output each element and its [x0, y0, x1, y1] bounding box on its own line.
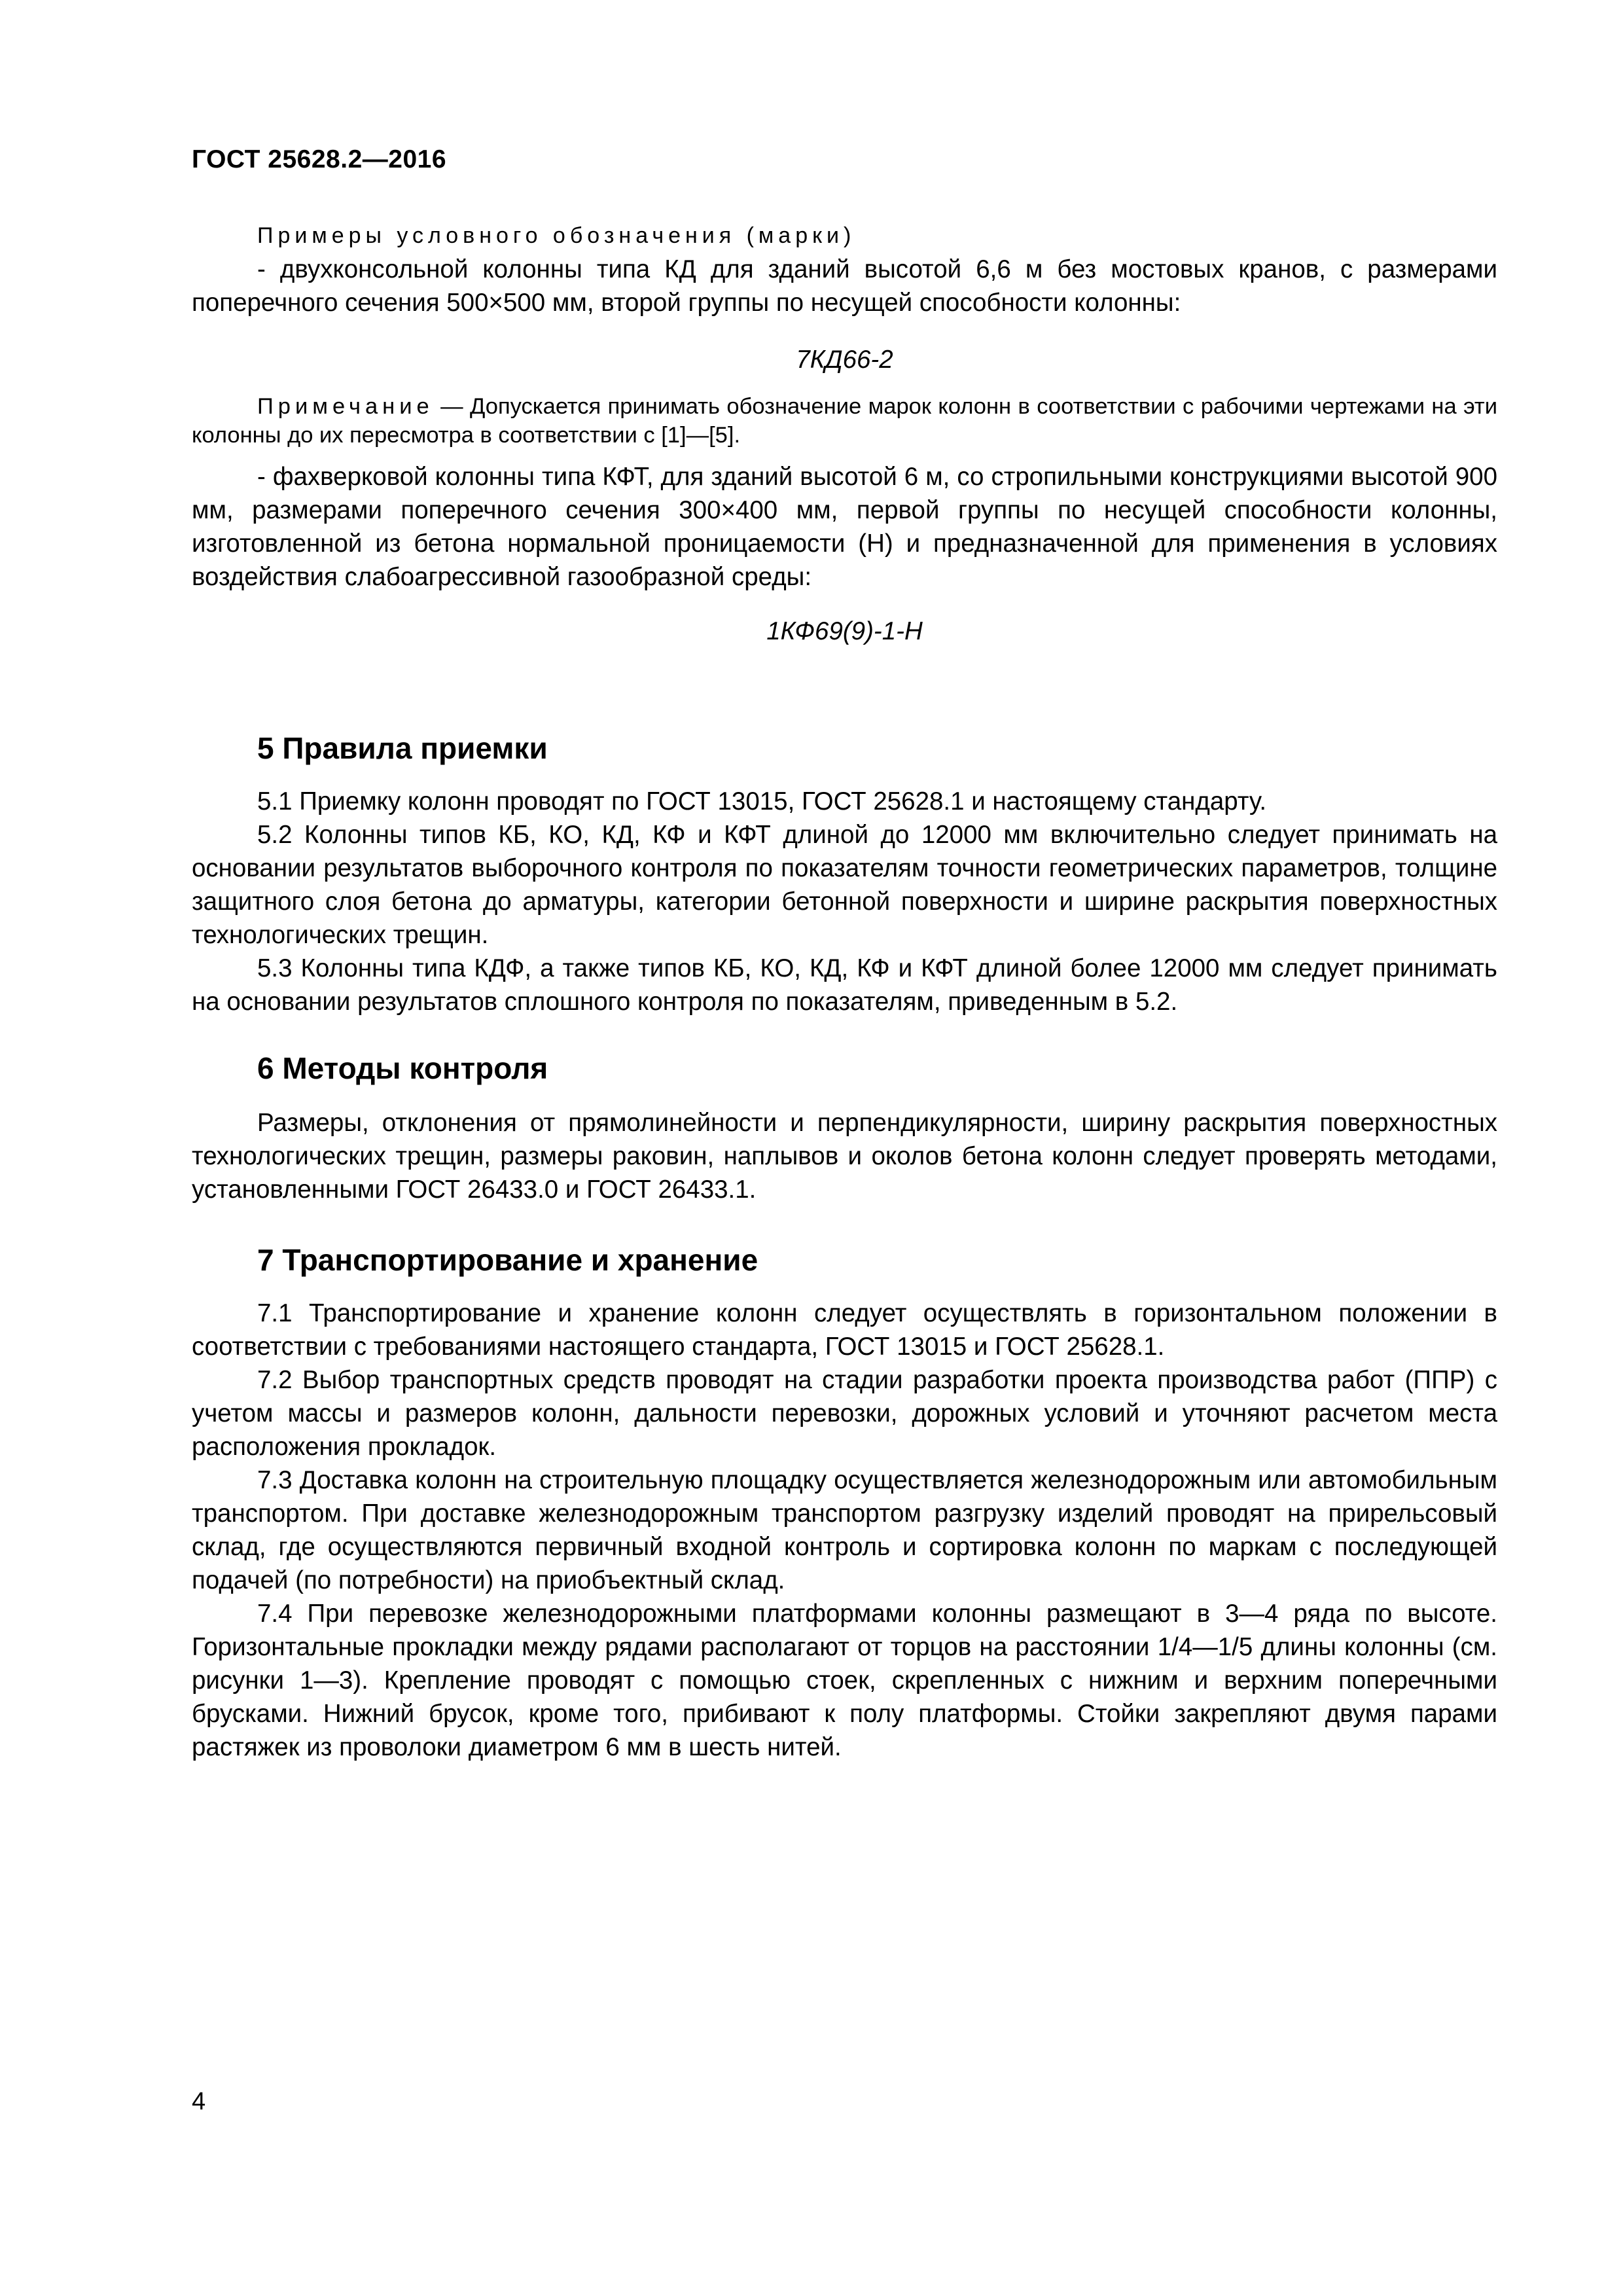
section-7-heading: 7 Транспортирование и хранение — [257, 1243, 758, 1277]
clause-5-1: 5.1 Приемку колонн проводят по ГОСТ 13015, ГОСТ 25628.1 и настоящему стандарту. — [257, 787, 1267, 816]
clause-7-4: 7.4 При перевозке железнодорожными платформами колонны размещают в 3—4 ряда по высоте. Горизонтальные прокладки между рядами располагают от торцов на расстоянии 1/4—1/5 длины колонны (см. рисунки 1—3). Крепление проводят с помощью стоек, скрепленных с нижним и верхним поперечными брусками. Нижний брусок, кроме того, прибивают к полу платформы. Стойки закрепляют двумя парами растяжек из проволоки диаметром 6 мм в шесть нитей. — [192, 1600, 1497, 1761]
document-header: ГОСТ 25628.2—2016 — [192, 145, 447, 173]
example-item-1: - двухконсольной колонны типа КД для зданий высотой 6,6 м без мостовых кранов, с размерами поперечного сечения 500×500 мм, второй группы по несущей способности колонны: — [192, 255, 1497, 317]
note-paragraph — [192, 392, 1497, 450]
document-body — [192, 219, 1497, 1764]
note-text: — Допускается принимать обозначение марок колонн в соответствии с рабочими чертежами на эти колонны до их пересмотра в соответствии с [1]—[5]. — [192, 394, 1497, 448]
clause-7-1: 7.1 Транспортирование и хранение колонн следует осуществлять в горизонтальном положении в соответствии с требованиями настоящего стандарта, ГОСТ 13015 и ГОСТ 25628.1. — [192, 1299, 1497, 1361]
page-number: 4 — [192, 2088, 206, 2115]
section-6-paragraph: Размеры, отклонения от прямолинейности и перпендикулярности, ширину раскрытия поверхностных технологических трещин, размеры раковин, наплывов и околов бетона колонн следует проверять методами, установленными ГОСТ 26433.0 и ГОСТ 26433.1. — [192, 1109, 1497, 1204]
clause-7-3: 7.3 Доставка колонн на строительную площадку осуществляется железнодорожным или автомобильным транспортом. При доставке железнодорожным транспортом разгрузку изделий проводят на прирельсовый склад, где осуществляются первичный входной контроль и сортировка колонн по маркам с последующей подачей (по потребности) на приобъектный склад. — [192, 1466, 1497, 1594]
designation-mark-2: 1КФ69(9)-1-Н — [766, 617, 923, 645]
clause-5-2: 5.2 Колонны типов КБ, КО, КД, КФ и КФТ длиной до 12000 мм включительно следует принимать на основании результатов выборочного контроля по показателям точности геометрических параметров, толщине защитного слоя бетона до арматуры, категории бетонной поверхности и ширине раскрытия поверхностных технологических трещин. — [192, 821, 1497, 949]
section-5-heading: 5 Правила приемки — [257, 731, 548, 765]
section-6-heading: 6 Методы контроля — [257, 1051, 548, 1085]
examples-lead: Примеры условного обозначения (марки) — [257, 223, 856, 248]
clause-5-3: 5.3 Колонны типа КДФ, а также типов КБ, КО, КД, КФ и КФТ длиной более 12000 мм следует принимать на основании результатов сплошного контроля по показателям, приведенным в 5.2. — [192, 954, 1497, 1016]
example-item-2: - фахверковой колонны типа КФТ, для зданий высотой 6 м, со стропильными конструкциями высотой 900 мм, размерами поперечного сечения 300×400 мм, первой группы по несущей способности колонны, изготовленной из бетона нормальной проницаемости (Н) и предназначенной для применения в условиях воздействия слабоагрессивной газообразной среды: — [192, 463, 1497, 591]
clause-7-2: 7.2 Выбор транспортных средств проводят на стадии разработки проекта производства работ (ППР) с учетом массы и размеров колонн, дальности перевозки, дорожных условий и уточняют расчетом места расположения прокладок. — [192, 1366, 1497, 1461]
note-label: Примечание — [257, 394, 434, 419]
designation-mark-1: 7КД66-2 — [796, 346, 893, 374]
